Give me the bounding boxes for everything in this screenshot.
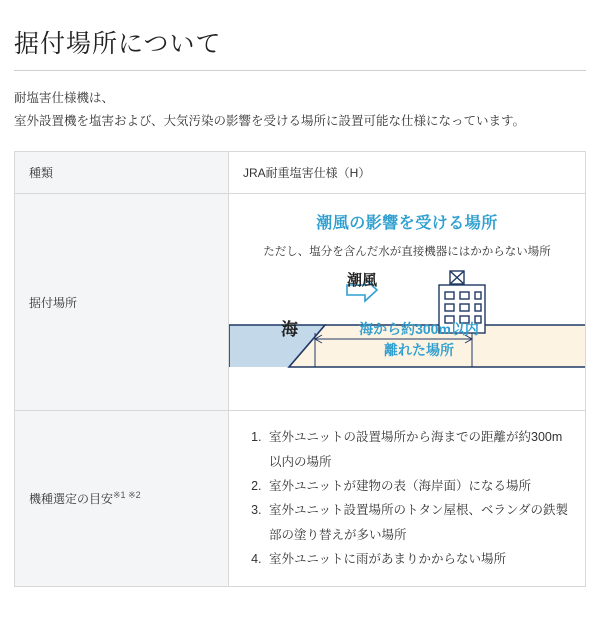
- table-row: [15, 152, 586, 194]
- title-divider: [14, 70, 586, 71]
- page-title: 据付場所について: [14, 30, 222, 58]
- installation-location-diagram: [229, 194, 585, 410]
- diagram-subheading: ただし、塩分を含んだ水が直接機器にはかからない場所: [263, 246, 551, 259]
- label-sea-breeze: 潮風: [347, 272, 378, 290]
- lead-line-2: 室外設置機を塩害および、大気汚染の影響を受ける場所に設置可能な仕様になっています。: [14, 114, 526, 129]
- row-label-selection-guide-text: 機種選定の目安: [29, 491, 114, 506]
- label-sea: 海: [281, 320, 298, 340]
- list-item: 3. 室外ユニット設置場所のトタン屋根、ベランダの鉄製部の塗り替えが多い場所: [265, 498, 571, 547]
- spec-table: [14, 151, 586, 586]
- selection-guide-list: [243, 425, 571, 571]
- list-item: 4. 室外ユニットに雨があまりかからない場所: [265, 547, 571, 571]
- list-item: 1. 室外ユニットの設置場所から海までの距離が約300m以内の場所: [265, 425, 571, 474]
- row-label-selection-guide: [15, 411, 229, 586]
- table-row: [15, 411, 586, 586]
- page-root: [0, 24, 600, 624]
- row-label-location: 据付場所: [15, 194, 229, 411]
- diagram-heading: 潮風の影響を受ける場所: [316, 215, 498, 233]
- row-label-selection-guide-note: ※1 ※2: [113, 489, 141, 500]
- table-row: [15, 194, 586, 411]
- row-value-selection-guide: [229, 411, 586, 586]
- row-label-type: 種類: [15, 152, 229, 194]
- lead-paragraph: [14, 87, 586, 133]
- label-distance: [329, 319, 509, 360]
- diagram-artwork: [229, 267, 585, 385]
- label-distance-line-2: 離れた場所: [384, 341, 454, 358]
- label-distance-line-1: 海から約300m以内: [359, 321, 479, 338]
- list-item: 2. 室外ユニットが建物の表（海岸面）になる場所: [265, 474, 571, 498]
- row-value-type: JRA耐重塩害仕様（H）: [229, 152, 586, 194]
- row-value-location: [229, 194, 586, 411]
- lead-line-1: 耐塩害仕様機は、: [14, 91, 115, 105]
